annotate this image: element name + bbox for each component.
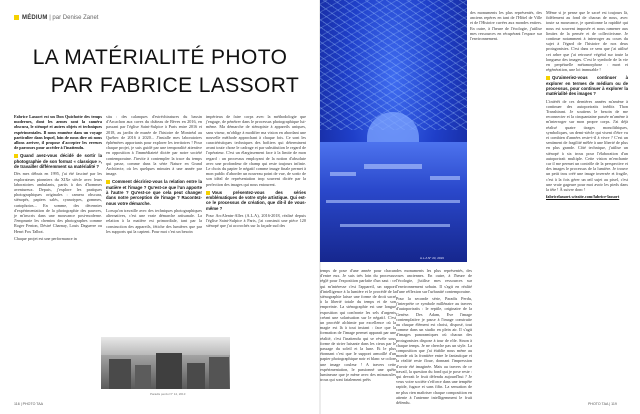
answer-3: Pour ArcAlentn-Alles (A.L.A), 2016-2018, réalisé depuis l'église Saint-Sulpice à Paris, j'ai construit une pièce 120 sténopé que j'ai accrochés sur la façade sud des bbox=[206, 213, 306, 229]
title-line-1: LA MATÉRIALITÉ PHOTO bbox=[32, 46, 288, 69]
title-line-2: PAR FABRICE LASSORT bbox=[50, 74, 300, 97]
photo-building-row bbox=[330, 172, 356, 176]
answer-1-end: situ : des calanques d'estréchiratures du bassin d'Arcachon aux caves du château de Bèves en 2016, en passant par l'église Saint-Sulpice à Paris entre 2016 et 2018, au jardin de musée de l'histoire de Montréal au Québec de 2016 à 2020... J'installe mes laboratoires éphémères apportants pour explorer les territoires ! Pour chaque projet, je suis guidé par une temporalité attentive en opposition à l'immédiateté dictée par notre société contemporaine. J'invite à contempler la trace du temps qui passe, comme dans la série Nature en Grand Architecte, où les quelques minutes à une année par image. bbox=[106, 114, 202, 177]
photo-building bbox=[109, 359, 131, 389]
question-5-text: Qu'aimeriez-vous continuer à explorer en termes de médium ou de processus, pour continuer à explorer la matérialité des images ? bbox=[546, 75, 628, 97]
photo-building bbox=[187, 363, 205, 389]
question-3 bbox=[206, 190, 306, 211]
photo-building-row bbox=[430, 176, 460, 180]
photo-city bbox=[320, 142, 467, 262]
yellow-square-icon bbox=[206, 191, 210, 195]
text-column-4b bbox=[316, 266, 396, 400]
church-photo bbox=[101, 337, 230, 389]
answer-4: Pour la seconde série, Paradis Perdu, j'interprète ce symbole millénaire au travers d'autoportraits : le reptile, originaire de la Genèse. Des Adam, Eve l'image contemplative je passe à l'image construite au chaque élément est choisi, disposé, tout comme dans un studio en plein air. Il s'agit d'images panoramiques où chacun des protagonistes dispose à tour de rôle. Sinon à chaque temps. Je ne cherche pas un style. La composition que j'ai établie nous mène au monde où la frontière entre le fantastique et la réalité reste floue, donnant l'impression d'avoir été imaginée. Mais au travers de ce travail, la question du fond qui je pose reste : qui devrait le fruit défendu aujourd'hui ? Je veux voire sociéte s'efforce dans une tempête rapide, fugace et sans fifin. La sensation de ne plus rien maîtriser chaque composition en attente à l'antenne intelligemment le fruit défendu. bbox=[396, 296, 472, 406]
answer-1: Dès mes débuts en 1995, j'ai été fasciné par les explorateurs pionniers du XIXe siècle avec leurs laboratoires ambulants, partis à dos d'hommes aventureux. Depuis, j'explore les pratiques photographiques originales : camera obscura, sténopés, papiers salés, cyanotypes, gommes, cartophotos... En somme, des décennies d'expérimentation de la photographie des pauvres, je m'inscris dans une mouvance post-moderne. J'emprunte les chemins des photographes comme Roger Fenton, Désiré Charnay, Louis Daguerre ou Henri Fox Talbot. bbox=[14, 171, 102, 234]
article-title bbox=[14, 44, 306, 100]
text-column-2 bbox=[106, 112, 202, 334]
answer-4-end: Même si je pense que le sacré est toujours là, fidèlement au fond de chacun de nous, avec toute sa mouvance, je questionne la rapidité qui nous est souvent imposée et nous ramener aux limites de la pensée et de collectivisme. Je continue notamment à interroger au cours du sujet à l'égard de l'histoire de nos deux protagonistes. C'est dans ce sens que j'ai utilisé cet arbre que j'ai retrouvé végétal sur toute la longueur des images. C'est le symbole de la vie en perpétuelle métamorphose : mort et régénération, une loi immuable ! bbox=[546, 10, 628, 73]
website-link[interactable]: fabricelassort.wixsite.com/fabrice-lassort bbox=[546, 194, 620, 200]
photo-caption: A.L.A N° 23, 2016 bbox=[420, 256, 444, 260]
folio-right: PHOTO TAA | 119 bbox=[588, 402, 617, 406]
question-3-text: Vous présentez-vous des séries emblématiques de votre style artistique. Qui est-ce le processus de création, que dit-il de vous-même ? bbox=[206, 189, 306, 211]
photo-building bbox=[156, 353, 182, 389]
question-2-text: Comment décririez-vous la relation entre la matière et l'image ? Qu'est-ce que l'un apporte à l'autre ? Qu'est-ce que cela peut changer dans notre perception de l'image ? Racontez-nous votre démarche. bbox=[106, 179, 202, 206]
yellow-square-icon bbox=[546, 76, 550, 80]
answer-3-body: temps de pose d'une année pour chacun d'entre eux. Je suis très loin du processus réglé pour l'exposition parfaite d'un saut : ce qui m'intéresse c'est l'appareil, un rapport d'intelligence à la lumière et le procédé de la sténographie laisse une forme de droit sacré à la liberté totale du temps et de son empreinte. La sténographie est une longue exposition qui confronte les sels d'argents créant une solarisation sur le négatif. C'est un procédé alchimie par excellence où la magie est là à tout instant : face que la formation de l'image permet apparait par une réalité, c'est l'inattendu qui se révèle sous forme de strier luisante dans les cieux par le passage du soleil et la lune. Et le plus étonnant c'est que le support armoillé d'un papier photographique noir et blanc se colore une image couleur ! A travers cette expérimentation, le passionné une quête lumineuse que je mène avec des minuscules trous qui sont fatalement prêts bbox=[320, 268, 396, 383]
photo-building-row bbox=[364, 164, 422, 169]
photo-building bbox=[135, 365, 151, 389]
answer-3-end: des monuments les plus représentés, des vues anciennes. En outre, à l'heure de l'écologie, j'utilise mes ressources sur l'environnement urbain. Il s'agit en réalité d'une réflexion sur l'urbanité contemporaine. bbox=[396, 268, 472, 294]
photo-building-row bbox=[340, 224, 450, 227]
answer-2-continued: impérieux de faire corps avec la méthodologie que j'engage, de pénétrer dans le processus photographique lui-même. Ma démarche de sténopiste à appareils uniques, sans viseur, m'oblige à modifier ma vision en abordant une nouvelle méthode approchant à chaque fois. Ce sont les caractéristiques techniques des boîtiers qui déterminent avant toute chose le cadrage et par substitution le regard de l'opérateur. C'est un élargissement face à la limite de mon regard : un processus employant de la notion d'absolute avec une profondeur de champ qui reste toujours infinie. Le choix du papier le négatif comme image finale permet à mon public d'aborder un nouveau point de vue, de sortir de son idéal de représentation trop souvent dictée par la perfection des images qui nous entourent. bbox=[206, 114, 306, 187]
photo-building bbox=[209, 357, 229, 389]
question-5 bbox=[546, 75, 628, 96]
text-column-3 bbox=[206, 112, 306, 334]
question-2 bbox=[106, 179, 202, 205]
text-column-5 bbox=[396, 266, 472, 406]
section-name: MÉDIUM bbox=[22, 15, 48, 22]
question-1-text: Quand avez-vous décidé de sortir la photographie de son format « classique », de travailler différemment sa matérialité ? bbox=[14, 153, 102, 170]
answer-1-continued: Chaque projet est une performance in bbox=[14, 235, 77, 241]
photo-branches bbox=[320, 0, 467, 130]
yellow-square-icon bbox=[106, 180, 110, 184]
yellow-square-icon bbox=[14, 154, 18, 158]
answer-5: L'intérêt de ces dernières années m'amène à continuer des autoportraits inédits Thon Transhirant. Je soutiens le besoin de me reconnecter et la cinquantaine passée m'amène à m'interroger sur mon propre corps. J'ai déjà réalisé quatre tirages monolithiques, symboliques, un demi-siècle qui visent d'étre vu et combien d'années reste-t-il à vivre ? C'est un sentiment de fragilité mêlée à une liberté de plus en plus grande. Côté technique, j'utilise un sténopé à six trous pour l'élaboration d'un autoportrait multiple. Cette vision m'enchante car il me permet un contrôle de la perspective et des images le processus de la lumière. Je trouve un petit trou créé une image inversée et fragile, c'est à la fois gérer un œil sujet au pixel, c'est une vraie gageure pour moi avoir les pieds dans la tête ! À suivre donc ! bbox=[546, 98, 628, 193]
folio-left: 116 | PHOTO TAA bbox=[14, 402, 44, 406]
photo-caption: Paradis perdu N° 14, 2013 bbox=[150, 392, 186, 396]
answer-3-continued: des monuments les plus représentés, des anciens repères en tant de l'Hôtel de Ville et de l'Histoire cuvées aux mondes entiers. En outre, à l'heure de l'écologie, j'utilise mes ressources en récupérant l'espace sur l'environnement. bbox=[470, 10, 542, 42]
text-column-4 bbox=[470, 8, 542, 106]
article-lede: Fabrice Lassort est un Don Quichotte des temps modernes, dont les armes sont la caméra obscura, le sténopé et autres objets et techniques expérimentales. Il nous emmène dans un voyage particulier dans lequel, loin de nous dire où nous allons arriver, il propose d'accepter les erreurs de parcours pour accéder à l'inattendu. bbox=[14, 114, 102, 151]
author-credit: | par Denise Zanet bbox=[49, 15, 99, 22]
answer-2: Lorsqu'on travaille avec des techniques photographiques alternatives, c'est une vraie démarche artisanale. La relation à la matière est primordiale, tant par la construction des appareils, fétiche des lumières que par les supports qui la captent. Pour moi c'est un besoin bbox=[106, 207, 202, 234]
cyanotype-photo bbox=[320, 0, 467, 262]
photo-building-row bbox=[326, 200, 460, 203]
text-column-6 bbox=[546, 8, 628, 398]
text-column-1 bbox=[14, 114, 102, 400]
question-1 bbox=[14, 153, 102, 169]
yellow-square-icon bbox=[14, 15, 19, 20]
section-rubric bbox=[14, 15, 98, 21]
